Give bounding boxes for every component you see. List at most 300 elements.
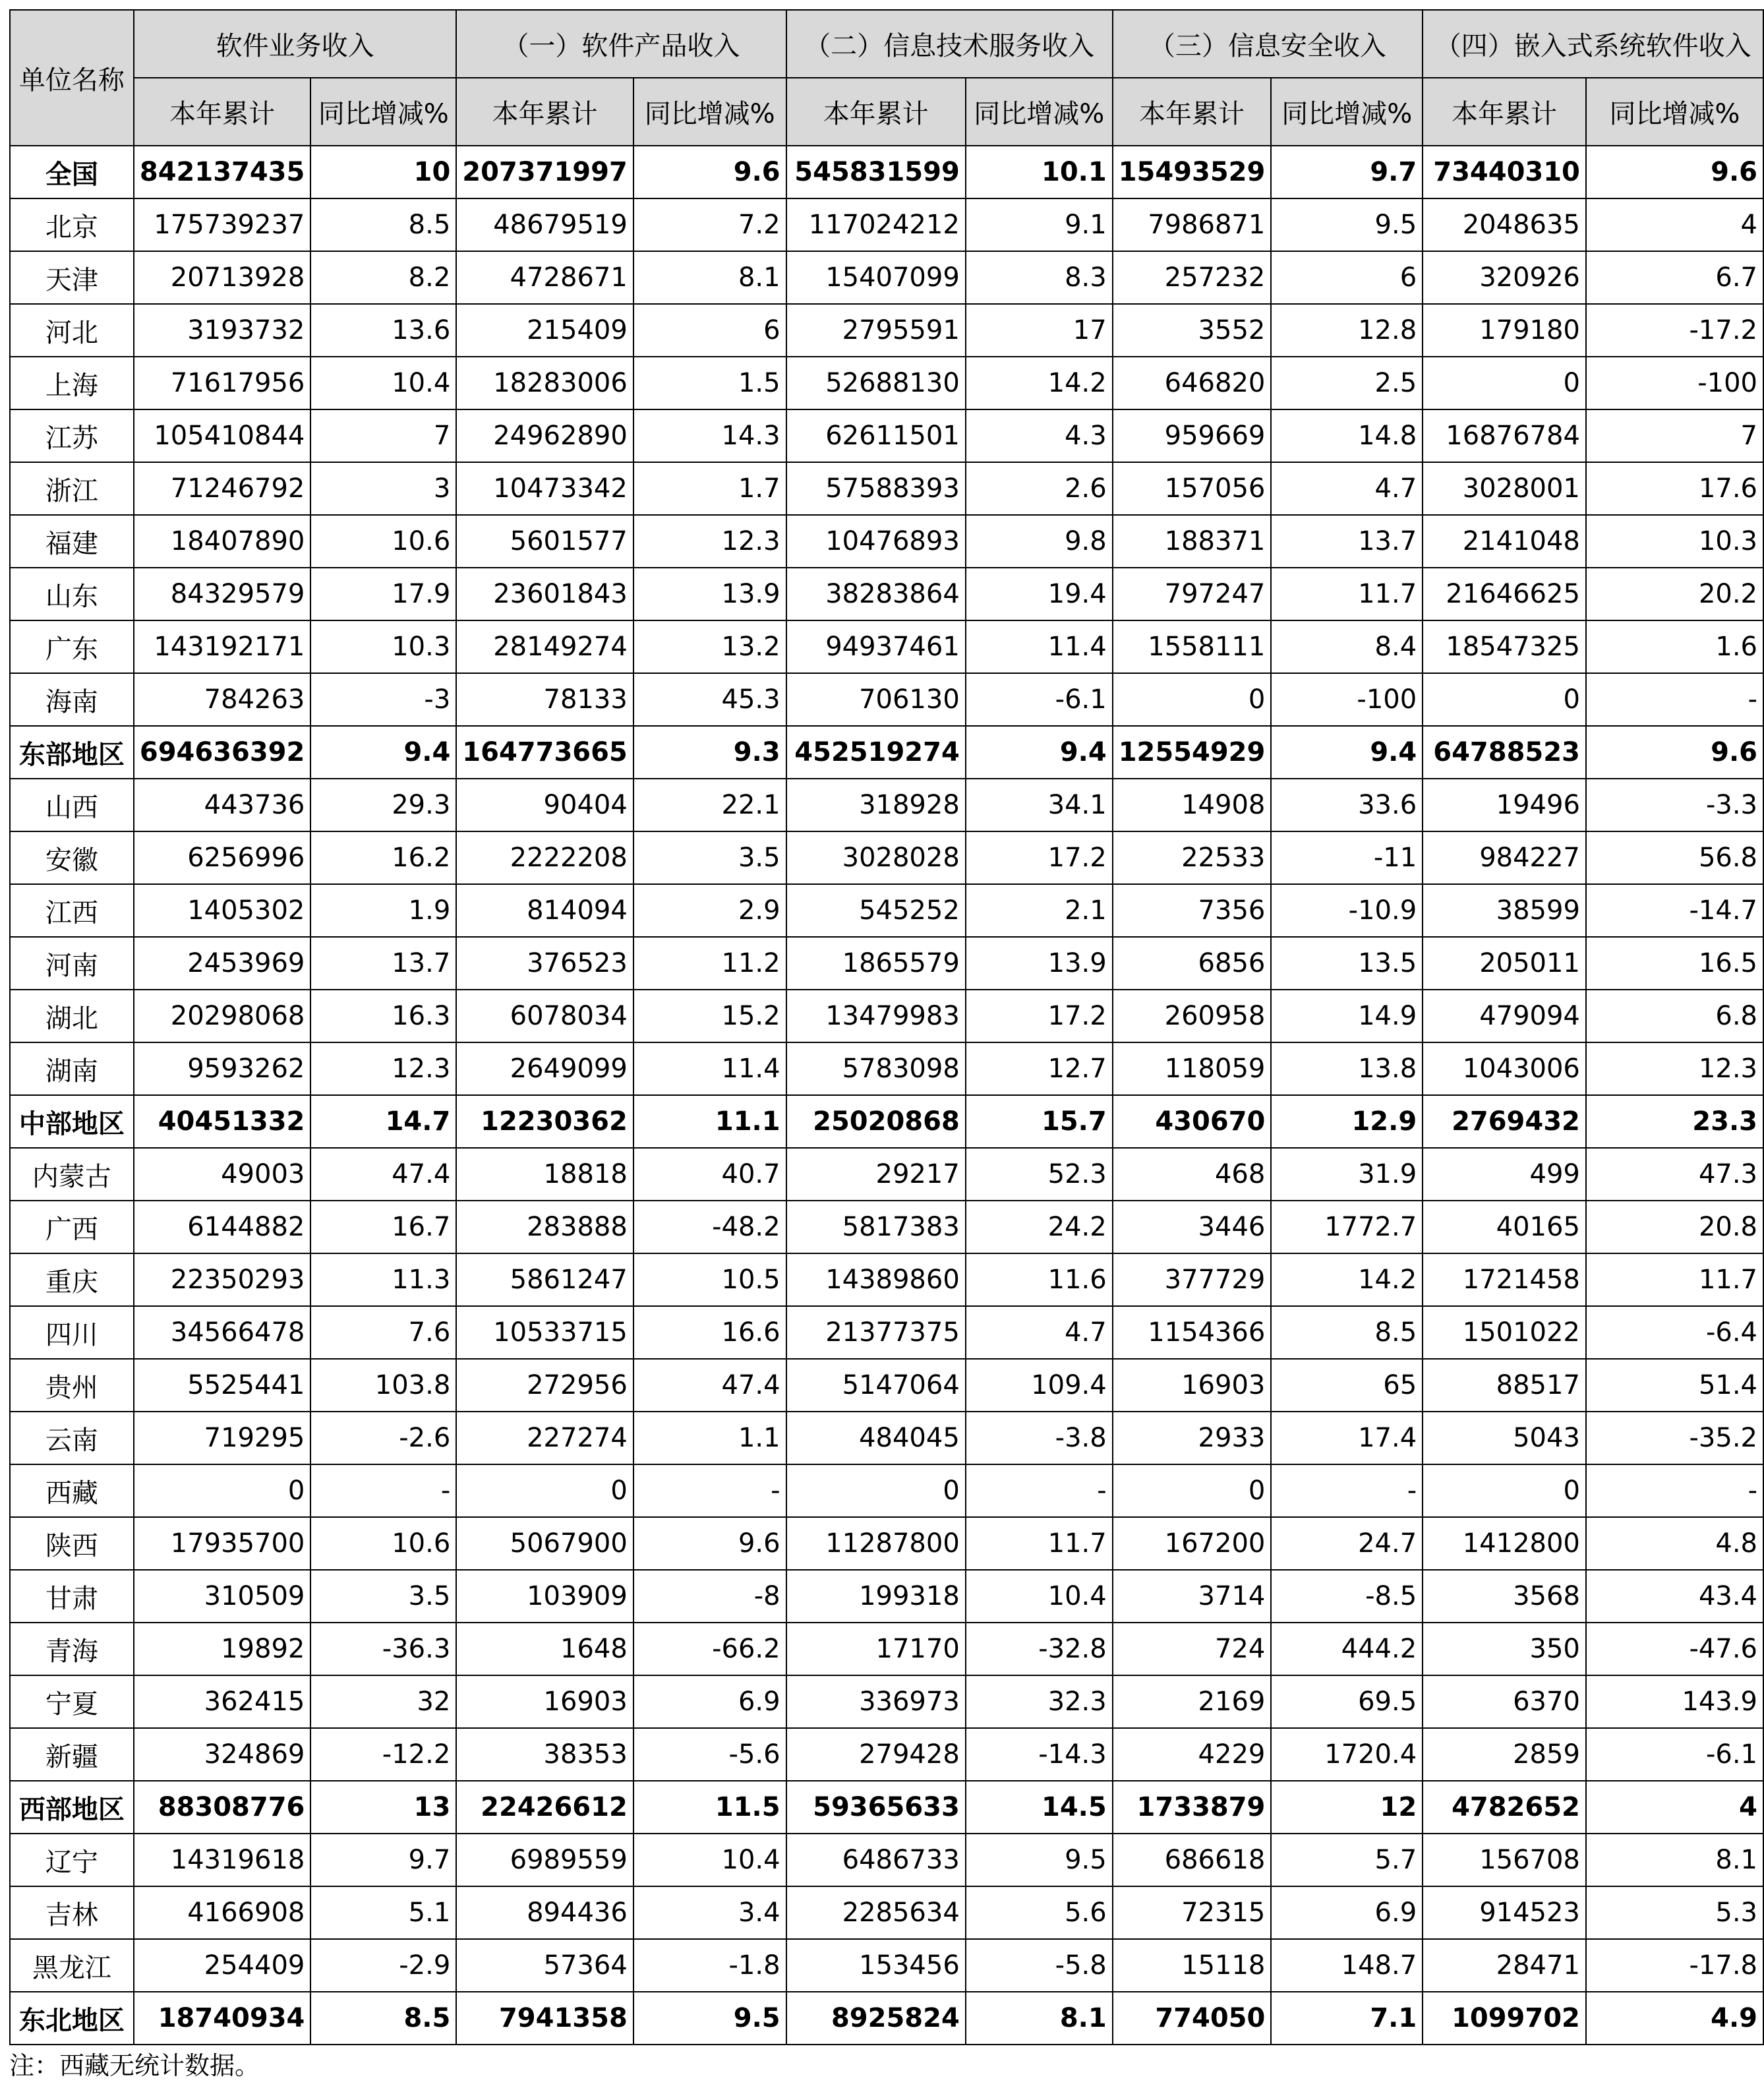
cell-ytd-value: 15407099 [786, 251, 966, 304]
cell-yoy-change: 9.8 [966, 515, 1113, 568]
cell-yoy-change: 8.1 [966, 1992, 1113, 2045]
header-group-software-products: （一）软件产品收入 [456, 10, 786, 78]
header-yoy-change: 同比增减% [966, 78, 1113, 146]
cell-yoy-change: -8.5 [1271, 1570, 1423, 1623]
cell-yoy-change: 13 [310, 1781, 456, 1834]
cell-yoy-change: 43.4 [1586, 1570, 1763, 1623]
row-unit-name: 陕西 [10, 1517, 134, 1570]
cell-ytd-value: 5525441 [134, 1359, 311, 1412]
cell-ytd-value: 0 [1113, 673, 1272, 726]
cell-ytd-value: 11287800 [786, 1517, 966, 1570]
cell-yoy-change: 11.4 [633, 1042, 786, 1095]
row-unit-name: 安徽 [10, 831, 134, 884]
cell-yoy-change: 7 [1586, 409, 1763, 462]
cell-ytd-value: 2285634 [786, 1886, 966, 1939]
cell-ytd-value: 499 [1423, 1148, 1586, 1201]
cell-yoy-change: 13.9 [633, 568, 786, 620]
row-unit-name: 辽宁 [10, 1834, 134, 1886]
cell-ytd-value: 7356 [1113, 884, 1272, 937]
cell-ytd-value: 784263 [134, 673, 311, 726]
cell-ytd-value: 3568 [1423, 1570, 1586, 1623]
cell-ytd-value: 724 [1113, 1623, 1272, 1675]
cell-ytd-value: 376523 [456, 937, 633, 990]
cell-yoy-change: 12.3 [633, 515, 786, 568]
cell-yoy-change: 9.3 [633, 726, 786, 779]
cell-yoy-change: -6.4 [1586, 1306, 1763, 1359]
cell-ytd-value: 105410844 [134, 409, 311, 462]
cell-ytd-value: 324869 [134, 1728, 311, 1781]
cell-yoy-change: 10.4 [966, 1570, 1113, 1623]
cell-yoy-change: 10.6 [310, 1517, 456, 1570]
cell-yoy-change: 6.7 [1586, 251, 1763, 304]
cell-ytd-value: 78133 [456, 673, 633, 726]
row-unit-name: 湖南 [10, 1042, 134, 1095]
cell-yoy-change: 8.5 [310, 198, 456, 251]
header-row-subcolumns [10, 78, 1763, 146]
cell-yoy-change: 13.2 [633, 620, 786, 673]
row-unit-name: 青海 [10, 1623, 134, 1675]
table-row [10, 1517, 1763, 1570]
cell-ytd-value: 0 [1423, 1464, 1586, 1517]
cell-yoy-change: 7.6 [310, 1306, 456, 1359]
cell-yoy-change: 6 [633, 304, 786, 357]
row-unit-name: 中部地区 [10, 1095, 134, 1148]
cell-ytd-value: 2933 [1113, 1412, 1272, 1464]
cell-yoy-change: 11.5 [633, 1781, 786, 1834]
cell-ytd-value: 1154366 [1113, 1306, 1272, 1359]
cell-yoy-change: 22.1 [633, 779, 786, 831]
cell-yoy-change: 23.3 [1586, 1095, 1763, 1148]
cell-yoy-change: -2.6 [310, 1412, 456, 1464]
cell-yoy-change: 143.9 [1586, 1675, 1763, 1728]
cell-yoy-change: 7 [310, 409, 456, 462]
cell-ytd-value: 1405302 [134, 884, 311, 937]
cell-ytd-value: 1501022 [1423, 1306, 1586, 1359]
cell-yoy-change: - [310, 1464, 456, 1517]
row-unit-name: 东北地区 [10, 1992, 134, 2045]
cell-ytd-value: 20298068 [134, 990, 311, 1042]
cell-ytd-value: 227274 [456, 1412, 633, 1464]
cell-ytd-value: 984227 [1423, 831, 1586, 884]
cell-ytd-value: 21377375 [786, 1306, 966, 1359]
cell-ytd-value: 167200 [1113, 1517, 1272, 1570]
cell-yoy-change: 6.9 [1271, 1886, 1423, 1939]
cell-ytd-value: 0 [786, 1464, 966, 1517]
cell-ytd-value: 283888 [456, 1201, 633, 1253]
cell-ytd-value: 17170 [786, 1623, 966, 1675]
cell-yoy-change: -1.8 [633, 1939, 786, 1992]
cell-ytd-value: 6078034 [456, 990, 633, 1042]
cell-ytd-value: 5817383 [786, 1201, 966, 1253]
cell-ytd-value: 706130 [786, 673, 966, 726]
table-row [10, 462, 1763, 515]
header-unit-name: 单位名称 [10, 10, 134, 146]
cell-yoy-change: 47.4 [633, 1359, 786, 1412]
cell-yoy-change: -14.3 [966, 1728, 1113, 1781]
cell-yoy-change: 13.6 [310, 304, 456, 357]
cell-yoy-change: -12.2 [310, 1728, 456, 1781]
table-row [10, 1623, 1763, 1675]
table-row [10, 726, 1763, 779]
cell-ytd-value: 84329579 [134, 568, 311, 620]
cell-ytd-value: 1558111 [1113, 620, 1272, 673]
cell-yoy-change: 9.4 [1271, 726, 1423, 779]
header-row-groups [10, 10, 1763, 78]
cell-ytd-value: 15493529 [1113, 146, 1272, 198]
cell-ytd-value: 1412800 [1423, 1517, 1586, 1570]
cell-yoy-change: 2.5 [1271, 357, 1423, 409]
cell-ytd-value: 117024212 [786, 198, 966, 251]
cell-ytd-value: 6144882 [134, 1201, 311, 1253]
cell-ytd-value: 57588393 [786, 462, 966, 515]
table-row [10, 779, 1763, 831]
cell-yoy-change: 3.5 [310, 1570, 456, 1623]
cell-ytd-value: 18283006 [456, 357, 633, 409]
cell-yoy-change: 29.3 [310, 779, 456, 831]
cell-ytd-value: 23601843 [456, 568, 633, 620]
cell-yoy-change: 1.5 [633, 357, 786, 409]
cell-yoy-change: 5.3 [1586, 1886, 1763, 1939]
cell-yoy-change: -11 [1271, 831, 1423, 884]
cell-yoy-change: 6 [1271, 251, 1423, 304]
footnote: 注：西藏无统计数据。 [9, 2051, 260, 2080]
cell-ytd-value: 10476893 [786, 515, 966, 568]
cell-yoy-change: 15.7 [966, 1095, 1113, 1148]
cell-ytd-value: 310509 [134, 1570, 311, 1623]
cell-yoy-change: - [1586, 673, 1763, 726]
row-unit-name: 上海 [10, 357, 134, 409]
cell-yoy-change: 11.2 [633, 937, 786, 990]
cell-yoy-change: -3.3 [1586, 779, 1763, 831]
cell-ytd-value: 38353 [456, 1728, 633, 1781]
cell-yoy-change: 11.7 [1586, 1253, 1763, 1306]
header-group-embedded-software: （四）嵌入式系统软件收入 [1423, 10, 1763, 78]
cell-ytd-value: 5861247 [456, 1253, 633, 1306]
cell-ytd-value: 2649099 [456, 1042, 633, 1095]
table-row [10, 515, 1763, 568]
table-row [10, 1253, 1763, 1306]
cell-yoy-change: 7.2 [633, 198, 786, 251]
cell-yoy-change: 103.8 [310, 1359, 456, 1412]
cell-yoy-change: -17.8 [1586, 1939, 1763, 1992]
cell-ytd-value: 254409 [134, 1939, 311, 1992]
table-row [10, 1675, 1763, 1728]
cell-ytd-value: 71246792 [134, 462, 311, 515]
cell-ytd-value: 4782652 [1423, 1781, 1586, 1834]
cell-ytd-value: 4728671 [456, 251, 633, 304]
cell-yoy-change: 16.6 [633, 1306, 786, 1359]
cell-yoy-change: 10.6 [310, 515, 456, 568]
cell-ytd-value: 1865579 [786, 937, 966, 990]
cell-ytd-value: 320926 [1423, 251, 1586, 304]
header-ytd: 本年累计 [1423, 78, 1586, 146]
cell-ytd-value: 157056 [1113, 462, 1272, 515]
cell-ytd-value: 29217 [786, 1148, 966, 1201]
row-unit-name: 甘肃 [10, 1570, 134, 1623]
header-yoy-change: 同比增减% [1586, 78, 1763, 146]
cell-ytd-value: 2141048 [1423, 515, 1586, 568]
cell-ytd-value: 59365633 [786, 1781, 966, 1834]
cell-ytd-value: 0 [1423, 357, 1586, 409]
cell-yoy-change: 8.1 [633, 251, 786, 304]
cell-ytd-value: 2169 [1113, 1675, 1272, 1728]
table-row [10, 1992, 1763, 2045]
cell-ytd-value: 1648 [456, 1623, 633, 1675]
table-row [10, 1201, 1763, 1253]
row-unit-name: 东部地区 [10, 726, 134, 779]
cell-yoy-change: 17.2 [966, 990, 1113, 1042]
cell-yoy-change: 33.6 [1271, 779, 1423, 831]
cell-yoy-change: 12.7 [966, 1042, 1113, 1095]
cell-ytd-value: 199318 [786, 1570, 966, 1623]
cell-ytd-value: 73440310 [1423, 146, 1586, 198]
header-group-it-services: （二）信息技术服务收入 [786, 10, 1113, 78]
cell-yoy-change: 13.7 [1271, 515, 1423, 568]
table-row [10, 620, 1763, 673]
cell-ytd-value: 3552 [1113, 304, 1272, 357]
cell-yoy-change: 8.1 [1586, 1834, 1763, 1886]
cell-ytd-value: 1733879 [1113, 1781, 1272, 1834]
cell-yoy-change: 1720.4 [1271, 1728, 1423, 1781]
table-row [10, 304, 1763, 357]
row-unit-name: 福建 [10, 515, 134, 568]
cell-ytd-value: 362415 [134, 1675, 311, 1728]
cell-ytd-value: 6989559 [456, 1834, 633, 1886]
cell-yoy-change: -36.3 [310, 1623, 456, 1675]
cell-ytd-value: 90404 [456, 779, 633, 831]
cell-yoy-change: 16.3 [310, 990, 456, 1042]
cell-yoy-change: -100 [1586, 357, 1763, 409]
table-row [10, 1412, 1763, 1464]
cell-ytd-value: 10533715 [456, 1306, 633, 1359]
cell-yoy-change: 3.5 [633, 831, 786, 884]
cell-ytd-value: 6370 [1423, 1675, 1586, 1728]
cell-ytd-value: 8925824 [786, 1992, 966, 2045]
cell-yoy-change: -100 [1271, 673, 1423, 726]
cell-yoy-change: 6.8 [1586, 990, 1763, 1042]
cell-ytd-value: 1721458 [1423, 1253, 1586, 1306]
table-row [10, 357, 1763, 409]
cell-yoy-change: 16.2 [310, 831, 456, 884]
cell-ytd-value: 215409 [456, 304, 633, 357]
cell-ytd-value: 4166908 [134, 1886, 311, 1939]
header-ytd: 本年累计 [134, 78, 311, 146]
cell-ytd-value: 205011 [1423, 937, 1586, 990]
cell-yoy-change: 16.7 [310, 1201, 456, 1253]
cell-yoy-change: - [633, 1464, 786, 1517]
cell-ytd-value: 842137435 [134, 146, 311, 198]
cell-yoy-change: 10.3 [310, 620, 456, 673]
cell-yoy-change: 3.4 [633, 1886, 786, 1939]
cell-yoy-change: -5.6 [633, 1728, 786, 1781]
cell-ytd-value: 7986871 [1113, 198, 1272, 251]
cell-yoy-change: -17.2 [1586, 304, 1763, 357]
cell-ytd-value: 1043006 [1423, 1042, 1586, 1095]
cell-yoy-change: 2.9 [633, 884, 786, 937]
cell-ytd-value: 143192171 [134, 620, 311, 673]
cell-ytd-value: 545831599 [786, 146, 966, 198]
row-unit-name: 天津 [10, 251, 134, 304]
cell-ytd-value: 38599 [1423, 884, 1586, 937]
cell-yoy-change: - [966, 1464, 1113, 1517]
row-unit-name: 新疆 [10, 1728, 134, 1781]
cell-ytd-value: 2048635 [1423, 198, 1586, 251]
cell-ytd-value: 7941358 [456, 1992, 633, 2045]
cell-yoy-change: 11.3 [310, 1253, 456, 1306]
row-unit-name: 西部地区 [10, 1781, 134, 1834]
cell-ytd-value: 5067900 [456, 1517, 633, 1570]
cell-ytd-value: 797247 [1113, 568, 1272, 620]
cell-ytd-value: 545252 [786, 884, 966, 937]
cell-ytd-value: 646820 [1113, 357, 1272, 409]
cell-ytd-value: 272956 [456, 1359, 633, 1412]
cell-ytd-value: 959669 [1113, 409, 1272, 462]
cell-yoy-change: 17.6 [1586, 462, 1763, 515]
cell-yoy-change: 11.1 [633, 1095, 786, 1148]
cell-yoy-change: -32.8 [966, 1623, 1113, 1675]
cell-yoy-change: 8.5 [1271, 1306, 1423, 1359]
cell-ytd-value: 62611501 [786, 409, 966, 462]
cell-ytd-value: 3193732 [134, 304, 311, 357]
cell-ytd-value: 484045 [786, 1412, 966, 1464]
row-unit-name: 山东 [10, 568, 134, 620]
cell-yoy-change: -6.1 [966, 673, 1113, 726]
cell-ytd-value: 3028028 [786, 831, 966, 884]
cell-yoy-change: 5.7 [1271, 1834, 1423, 1886]
cell-yoy-change: 10.1 [966, 146, 1113, 198]
row-unit-name: 江苏 [10, 409, 134, 462]
cell-ytd-value: 452519274 [786, 726, 966, 779]
row-unit-name: 全国 [10, 146, 134, 198]
cell-yoy-change: 444.2 [1271, 1623, 1423, 1675]
row-unit-name: 贵州 [10, 1359, 134, 1412]
cell-yoy-change: 10 [310, 146, 456, 198]
cell-yoy-change: 34.1 [966, 779, 1113, 831]
cell-ytd-value: 40451332 [134, 1095, 311, 1148]
cell-yoy-change: 12.3 [1586, 1042, 1763, 1095]
cell-ytd-value: 694636392 [134, 726, 311, 779]
row-unit-name: 宁夏 [10, 1675, 134, 1728]
cell-yoy-change: 47.4 [310, 1148, 456, 1201]
cell-ytd-value: 156708 [1423, 1834, 1586, 1886]
cell-yoy-change: 10.4 [310, 357, 456, 409]
cell-yoy-change: 9.5 [1271, 198, 1423, 251]
cell-yoy-change: 8.5 [310, 1992, 456, 2045]
cell-yoy-change: 109.4 [966, 1359, 1113, 1412]
cell-ytd-value: 9593262 [134, 1042, 311, 1095]
cell-yoy-change: -6.1 [1586, 1728, 1763, 1781]
cell-ytd-value: 71617956 [134, 357, 311, 409]
cell-ytd-value: 52688130 [786, 357, 966, 409]
cell-yoy-change: 11.7 [1271, 568, 1423, 620]
table-row [10, 1781, 1763, 1834]
cell-ytd-value: 3714 [1113, 1570, 1272, 1623]
cell-yoy-change: 10.3 [1586, 515, 1763, 568]
cell-ytd-value: 16876784 [1423, 409, 1586, 462]
row-unit-name: 重庆 [10, 1253, 134, 1306]
table-row [10, 251, 1763, 304]
header-group-info-security: （三）信息安全收入 [1113, 10, 1423, 78]
cell-ytd-value: 164773665 [456, 726, 633, 779]
cell-yoy-change: 51.4 [1586, 1359, 1763, 1412]
cell-yoy-change: 14.7 [310, 1095, 456, 1148]
cell-yoy-change: - [1586, 1464, 1763, 1517]
row-unit-name: 四川 [10, 1306, 134, 1359]
cell-ytd-value: 22426612 [456, 1781, 633, 1834]
cell-yoy-change: 17.2 [966, 831, 1113, 884]
cell-ytd-value: 72315 [1113, 1886, 1272, 1939]
cell-yoy-change: 9.1 [966, 198, 1113, 251]
cell-ytd-value: 443736 [134, 779, 311, 831]
row-unit-name: 河北 [10, 304, 134, 357]
cell-yoy-change: 6.9 [633, 1675, 786, 1728]
header-group-software-business: 软件业务收入 [134, 10, 456, 78]
cell-ytd-value: 318928 [786, 779, 966, 831]
cell-yoy-change: 9.6 [633, 146, 786, 198]
cell-yoy-change: 9.5 [633, 1992, 786, 2045]
cell-yoy-change: 11.7 [966, 1517, 1113, 1570]
cell-yoy-change: 11.4 [966, 620, 1113, 673]
row-unit-name: 湖北 [10, 990, 134, 1042]
cell-yoy-change: 9.4 [966, 726, 1113, 779]
cell-yoy-change: 11.6 [966, 1253, 1113, 1306]
table-row [10, 1728, 1763, 1781]
cell-ytd-value: 207371997 [456, 146, 633, 198]
cell-yoy-change: -10.9 [1271, 884, 1423, 937]
cell-yoy-change: 9.7 [310, 1834, 456, 1886]
table-header [10, 10, 1763, 146]
cell-ytd-value: 5147064 [786, 1359, 966, 1412]
cell-ytd-value: 814094 [456, 884, 633, 937]
cell-ytd-value: 2795591 [786, 304, 966, 357]
cell-ytd-value: 34566478 [134, 1306, 311, 1359]
row-unit-name: 云南 [10, 1412, 134, 1464]
table-row [10, 1306, 1763, 1359]
cell-yoy-change: 13.7 [310, 937, 456, 990]
cell-yoy-change: 1.1 [633, 1412, 786, 1464]
row-unit-name: 江西 [10, 884, 134, 937]
cell-ytd-value: 0 [1423, 673, 1586, 726]
cell-yoy-change: -3 [310, 673, 456, 726]
cell-yoy-change: 13.5 [1271, 937, 1423, 990]
row-unit-name: 北京 [10, 198, 134, 251]
cell-ytd-value: 12554929 [1113, 726, 1272, 779]
table-row [10, 568, 1763, 620]
cell-yoy-change: -47.6 [1586, 1623, 1763, 1675]
cell-ytd-value: 16903 [1113, 1359, 1272, 1412]
table-row [10, 937, 1763, 990]
cell-yoy-change: 5.1 [310, 1886, 456, 1939]
table-row [10, 831, 1763, 884]
header-ytd: 本年累计 [456, 78, 633, 146]
cell-yoy-change: 5.6 [966, 1886, 1113, 1939]
cell-yoy-change: 12.3 [310, 1042, 456, 1095]
cell-ytd-value: 719295 [134, 1412, 311, 1464]
cell-yoy-change: 17.9 [310, 568, 456, 620]
cell-ytd-value: 18740934 [134, 1992, 311, 2045]
cell-yoy-change: 8.4 [1271, 620, 1423, 673]
cell-yoy-change: 3 [310, 462, 456, 515]
table-row [10, 409, 1763, 462]
cell-ytd-value: 28149274 [456, 620, 633, 673]
cell-ytd-value: 28471 [1423, 1939, 1586, 1992]
table-row [10, 1570, 1763, 1623]
cell-ytd-value: 188371 [1113, 515, 1272, 568]
cell-yoy-change: 9.4 [310, 726, 456, 779]
cell-ytd-value: 279428 [786, 1728, 966, 1781]
cell-yoy-change: 9.6 [1586, 146, 1763, 198]
cell-yoy-change: 32 [310, 1675, 456, 1728]
